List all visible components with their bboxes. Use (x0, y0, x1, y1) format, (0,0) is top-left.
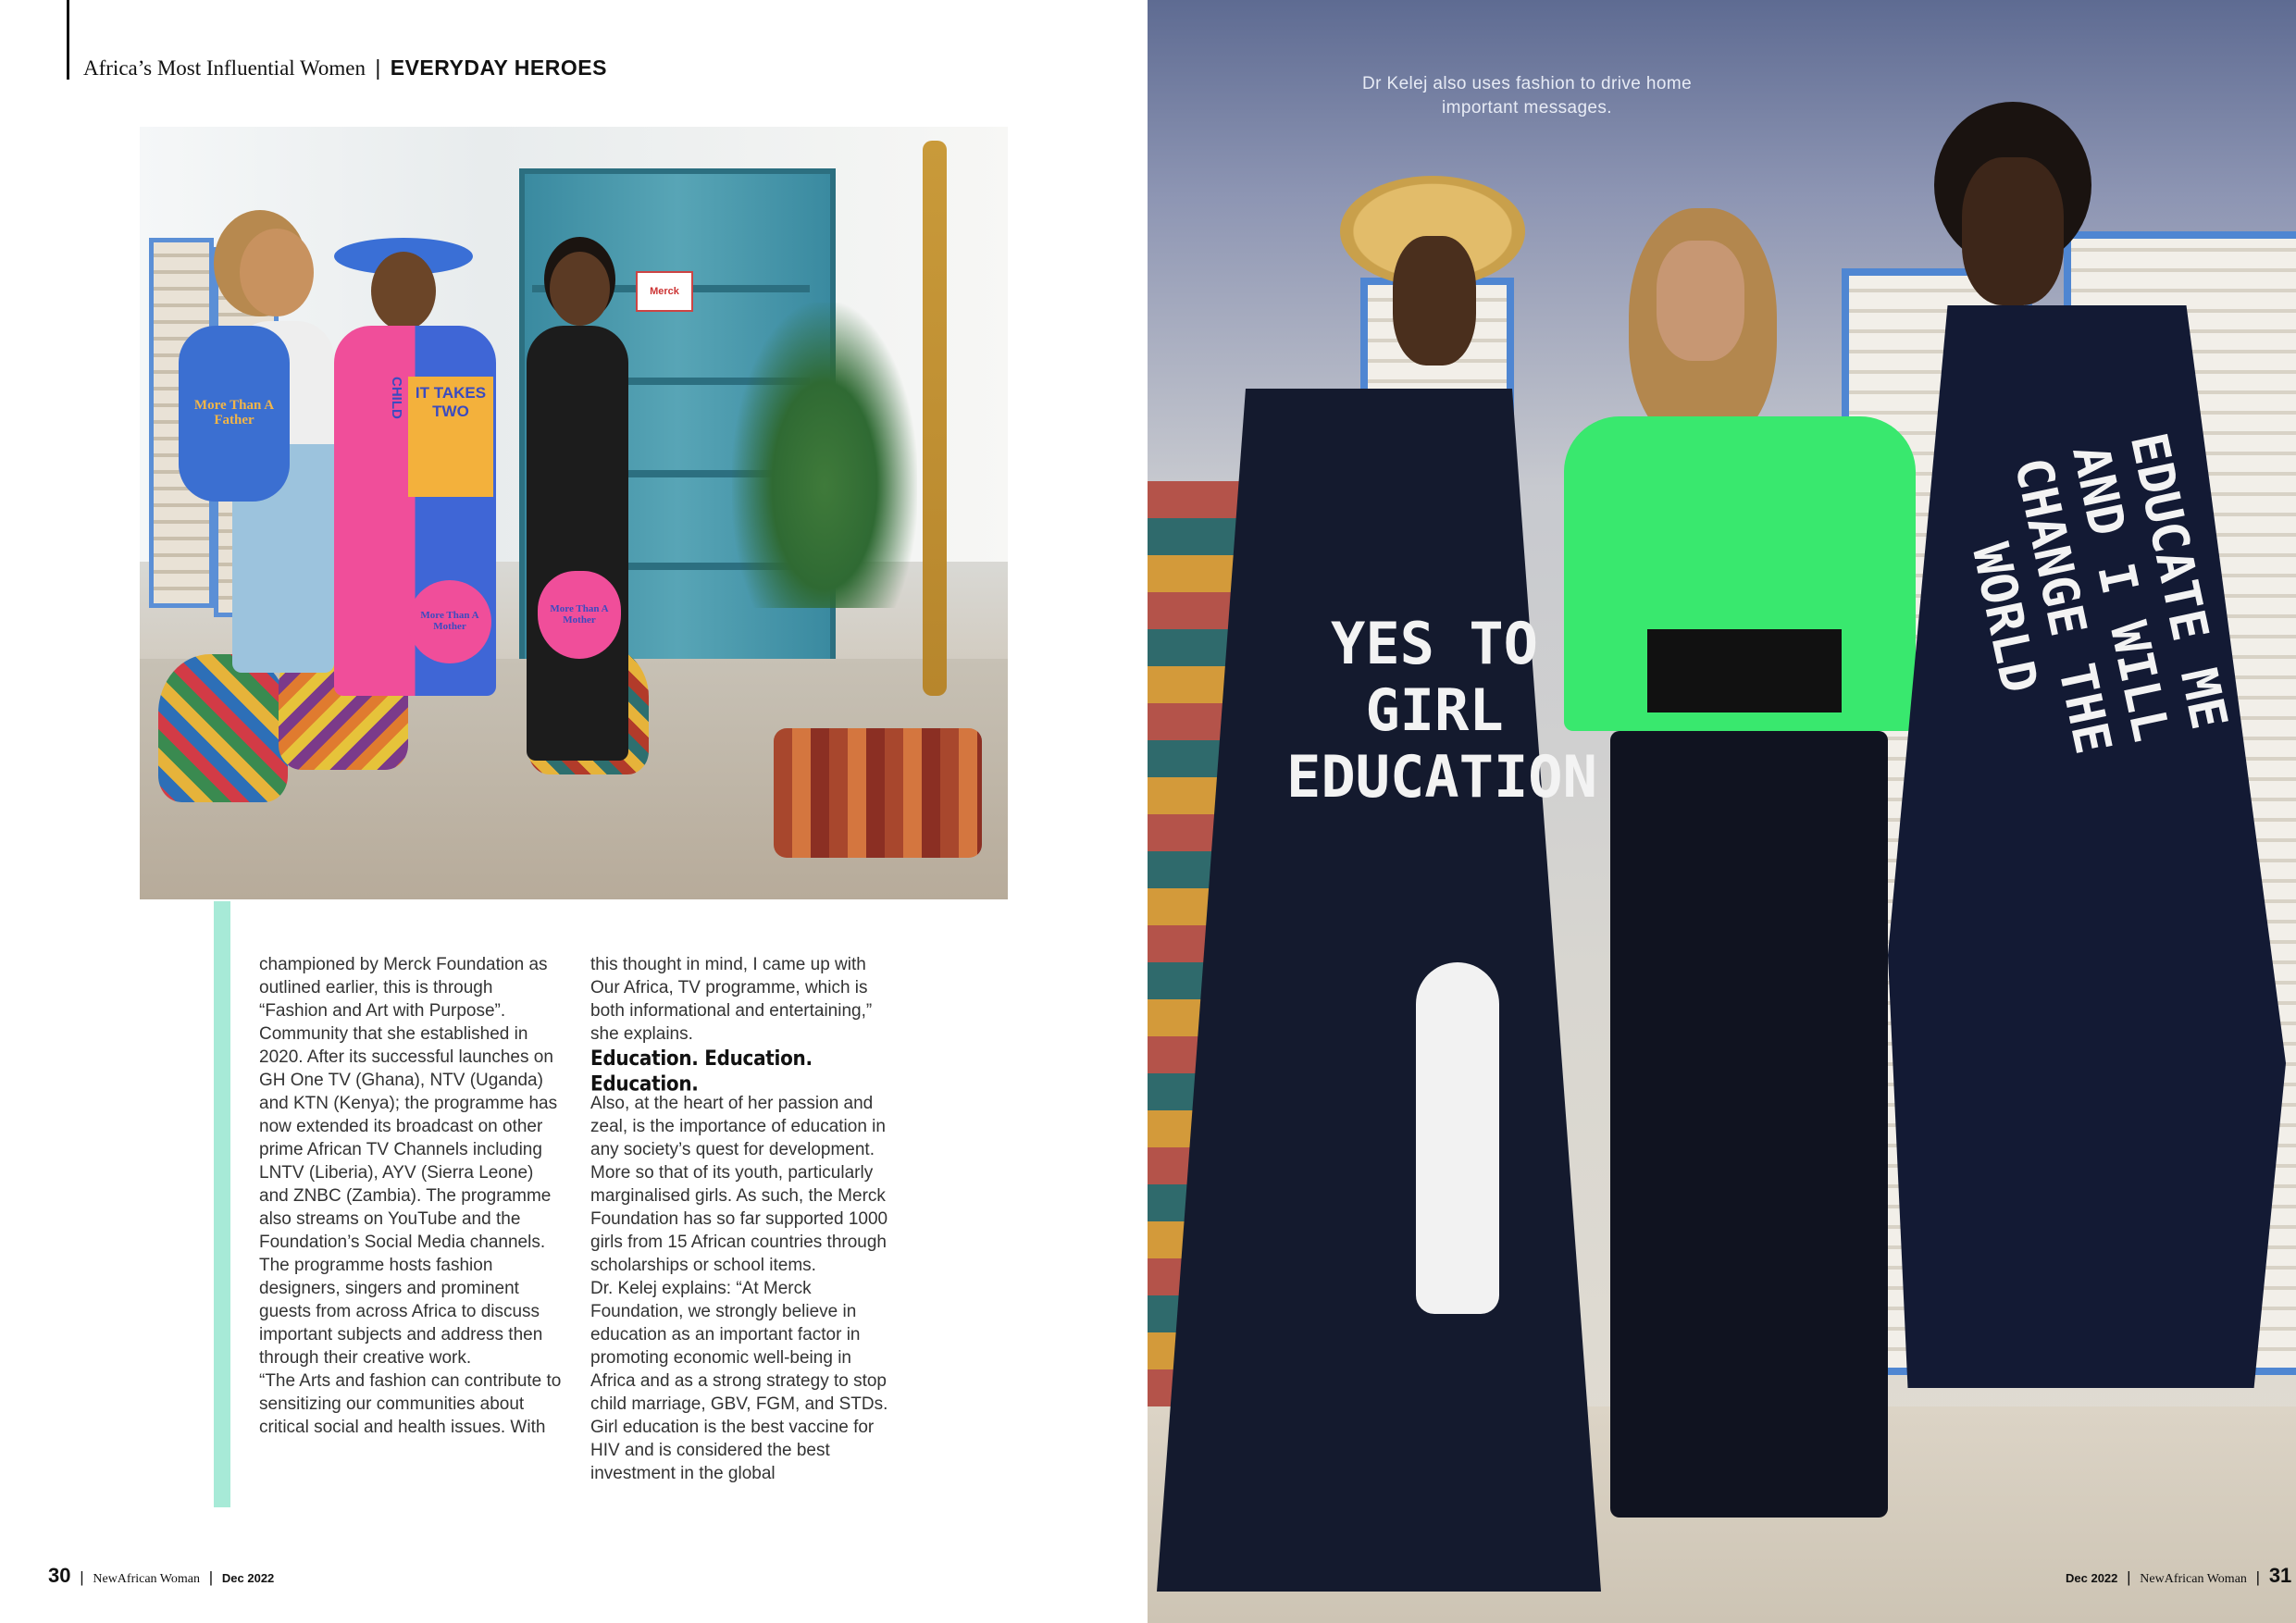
body-column-1 (259, 953, 565, 1439)
girl-silhouette (1416, 962, 1499, 1314)
body-paragraph: Dr. Kelej explains: “At Merck Foundation, we strongly believe in education as an important factor in promoting economic well-being in Africa and as a strong strategy to stop child marriage, GBV, FGM, and STDs. Girl education is the best vaccine for HIV and is considered the best investment in the global (590, 1279, 888, 1483)
person-head (1657, 241, 1744, 361)
person-head (550, 252, 610, 326)
belt (1647, 629, 1842, 712)
dress-text: EDUCATE ME AND I WILL CHANGE THE WORLD (1960, 427, 2239, 760)
footer-date: Dec 2022 (2066, 1571, 2118, 1585)
group-photo (140, 127, 1008, 899)
footer-separator: | (208, 1568, 214, 1586)
backpack: More Than A Father (179, 326, 290, 502)
merck-sign: Merck (636, 271, 693, 312)
footer-publication: NewAfrican Woman (2140, 1572, 2247, 1586)
footer-separator: | (2255, 1568, 2261, 1586)
footer-right (2066, 1564, 2291, 1588)
body-paragraph: “The Arts and fashion can contribute to sensitizing our communities about critical social and health issues. With (259, 1371, 562, 1437)
running-header (83, 56, 607, 81)
header-rule (67, 0, 69, 80)
footer-separator: | (2127, 1568, 2131, 1586)
dress-panel: IT TAKES TWO (408, 377, 493, 497)
pouf (158, 654, 288, 802)
body-paragraph: championed by Merck Foundation as outlined earlier, this is through “Fashion and Art with Purpose”. Community that she established in 2020. After its successful launches on GH One TV (Ghana), NTV (Uganda) and KTN (Kenya); the programme has now extended its broadcast on other prime African TV Channels including LNTV (Liberia), AYV (Sierra Leone) and ZNBC (Zambia). The programme also streams on YouTube and the Foundation’s Social Media channels. The programme hosts fashion designers, singers and prominent guests from across Africa to discuss important subjects and address then through their creative work. (259, 955, 558, 1368)
accent-bar (214, 901, 230, 1507)
gown-text: YES TO GIRL EDUCATION (1286, 610, 1597, 811)
black-pants (1610, 731, 1888, 1518)
footer-publication: NewAfrican Woman (93, 1572, 201, 1586)
person-figure (527, 326, 628, 761)
header-separator: | (375, 56, 381, 80)
heart-bag: More Than A Mother (538, 571, 621, 659)
section-heading: Education. Education. Education. (590, 1046, 813, 1096)
carved-box (774, 728, 982, 858)
photo-plant (732, 303, 917, 608)
header-title: Africa’s Most Influential Women (83, 56, 366, 80)
person-head (1393, 236, 1476, 365)
footer-left (48, 1564, 274, 1588)
person-head (240, 229, 314, 316)
person-head (1962, 157, 2064, 305)
heart-bag: More Than A Mother (408, 580, 491, 663)
body-column-2 (590, 953, 896, 1485)
page-number: 30 (48, 1564, 71, 1587)
body-paragraph: this thought in mind, I came up with Our Africa, TV programme, which is both informational and entertaining,” she explains. (590, 955, 873, 1044)
person-head (371, 252, 436, 330)
page-number: 31 (2268, 1564, 2292, 1587)
body-paragraph: Also, at the heart of her passion and zeal, is the importance of education in any society’s quest for development. More so that of its youth, particularly marginalised girls. As such, the Merck Foundation has so far supported 1000 girls from 15 African countries through scholarships or school items. (590, 1094, 888, 1275)
dress-panel-child: CHILD (389, 377, 404, 419)
footer-separator: | (80, 1568, 84, 1586)
photo-caption: Dr Kelej also uses fashion to drive home important messages. (1361, 74, 1693, 118)
photo-giraffe (923, 141, 947, 696)
header-section: EVERYDAY HEROES (390, 56, 607, 80)
footer-date: Dec 2022 (221, 1571, 275, 1585)
